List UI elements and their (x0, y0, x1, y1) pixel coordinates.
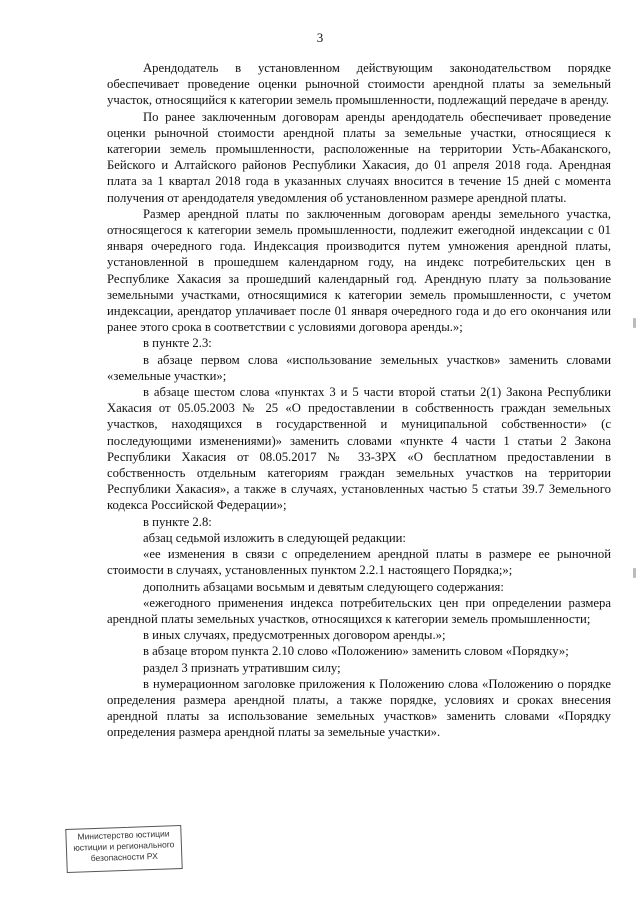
paragraph: в пункте 2.3: (143, 336, 212, 351)
paragraph: Арендодатель в установленном действующим законодательством порядке обеспечивает проведение оценки рыночной стоимости арендной платы за земельный участок, относящийся к категории земель промышленности, подлежащий передаче в аренду. (107, 61, 611, 108)
paragraph: в абзаце втором пункта 2.10 слово «Положению» заменить словом «Порядку»; (143, 644, 569, 659)
paragraph: в иных случаях, предусмотренных договором аренды.»; (143, 628, 446, 643)
paragraph: в нумерационном заголовке приложения к Положению слова «Положению о порядке определения размера арендной платы, а также порядке, условиях и сроках внесения арендной платы за использование земельных участков» заменить словами «Порядку определения размера арендной платы за земельные участки». (107, 676, 611, 740)
paragraph: в абзаце первом слова «использование земельных участков» заменить словами «земельные участки»; (107, 352, 611, 383)
registration-stamp (65, 825, 182, 873)
paragraph: По ранее заключенным договорам аренды арендодатель обеспечивает проведение оценки рыночной стоимости арендной платы за земельные участки, относящиеся к категории земель промышленности, расположенные на территории Усть-Абаканского, Бейского и Алтайского районов Республики Хакасия, до 01 апреля 2018 года. Арендная плата за 1 квартал 2018 года в указанных случаях вносится в течение 15 дней с момента получения от арендодателя уведомления об установленном размере арендной платы. (107, 109, 611, 205)
paragraph: «ее изменения в связи с определением арендной платы в размере ее рыночной стоимости в случаях, установленных пунктом 2.2.1 настоящего Порядка;»; (107, 547, 611, 578)
paragraph: «ежегодного применения индекса потребительских цен при определении размера арендной платы земельных участков, относящихся к категории земель промышленности; (107, 595, 611, 626)
paragraph: в абзаце шестом слова «пунктах 3 и 5 части второй статьи 2(1) Закона Республики Хакасия от 05.05.2003 № 25 «О предоставлении в собственность граждан земельных участков, находящихся в государственной и муниципальной собственности» (с последующими изменениями)» заменить словами «пункте 4 части 1 статьи 2 Закона Республики Хакасия от 08.05.2017 № 33-ЗРХ «О бесплатном предоставлении в собственность отдельным категориям граждан земельных участков на территории Республики Хакасия», а также в случаях, установленных частью 5 статьи 39.7 Земельного кодекса Российской Федерации»; (107, 385, 611, 513)
paragraph: раздел 3 признать утратившим силу; (143, 660, 341, 675)
document-body (107, 60, 611, 741)
paragraph: дополнить абзацами восьмым и девятым следующего содержания: (143, 579, 504, 594)
page-number: 3 (316, 30, 324, 45)
stamp-line: юстиции и регионального (73, 839, 175, 853)
stamp-line: безопасности РХ (90, 850, 158, 864)
scan-mark (633, 318, 636, 328)
paragraph: Размер арендной платы по заключенным договорам аренды земельного участка, относящегося к категории земель промышленности, подлежит ежегодной индексации с 01 января очередного года. Индексация производится путем умножения арендной платы, установленной в прошедшем календарном году, на индекс потребительских цен в Республике Хакасия за прошедший календарный год. Арендную плату за пользование земельными участками, относящимися к категории земель промышленности, с учетом индексации, арендатор уплачивает после 01 января очередного года и до его окончания или ранее этого срока в соответствии с условиями договора аренды.»; (107, 206, 611, 335)
paragraph: в пункте 2.8: (143, 514, 212, 529)
stamp-line: Министерство юстиции (77, 828, 170, 842)
paragraph: абзац седьмой изложить в следующей редакции: (143, 530, 406, 545)
scan-mark (633, 568, 636, 578)
